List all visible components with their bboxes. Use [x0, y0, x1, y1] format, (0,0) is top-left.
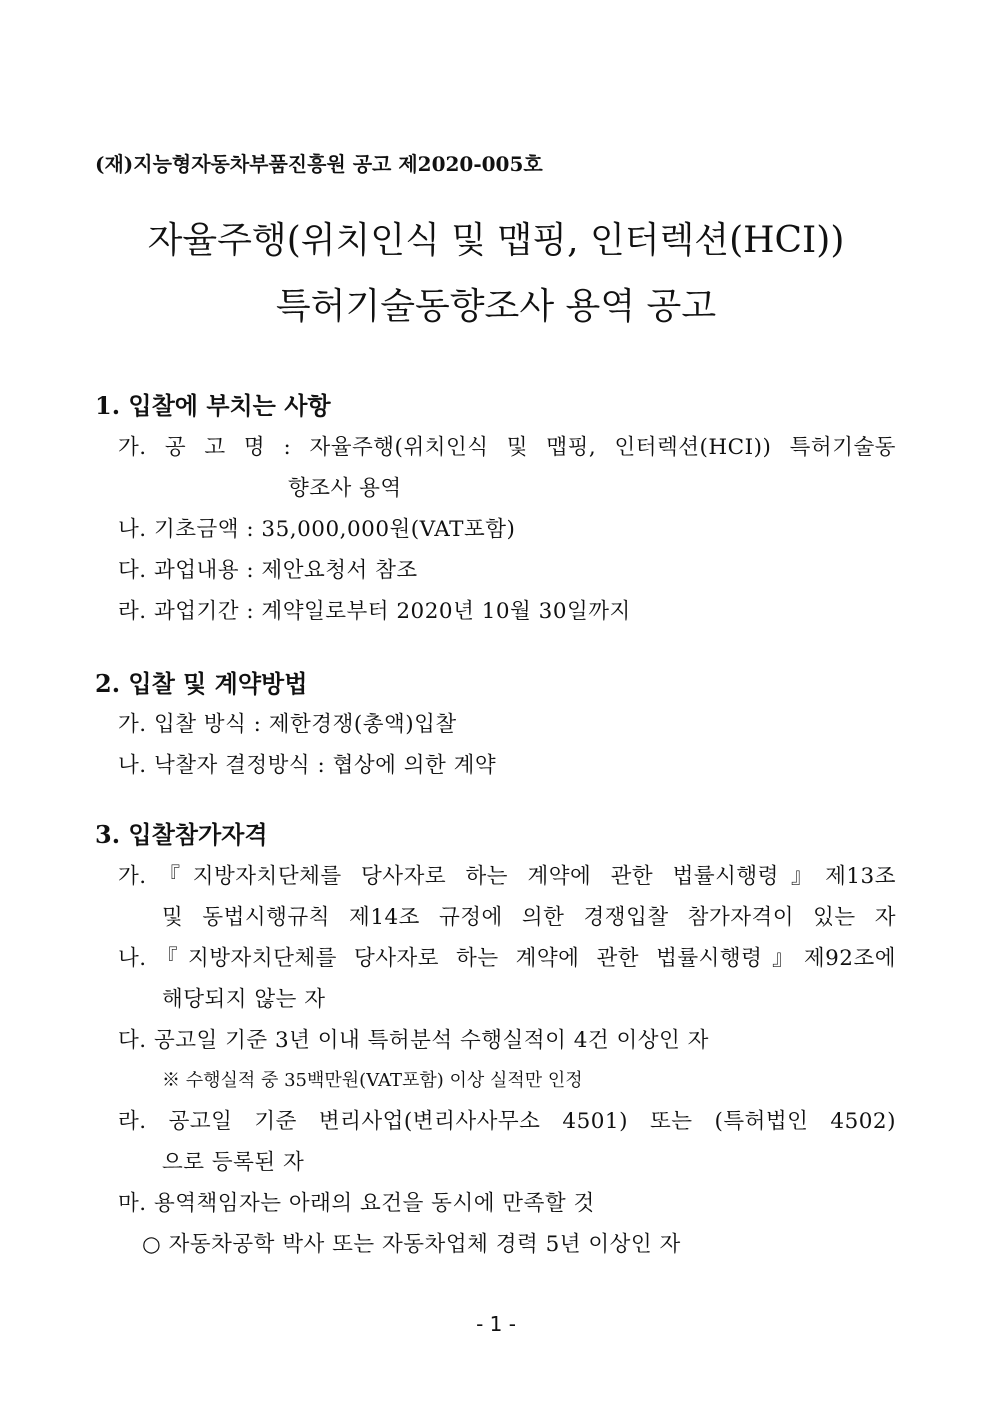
page-title-line2: 특허기술동향조사 용역 공고: [275, 286, 717, 327]
section2-item-b: 나. 낙찰자 결정방식 : 협상에 의한 계약: [118, 753, 497, 778]
section1-item-a-line2: 향조사 용역: [288, 476, 402, 501]
section1-item-d: 라. 과업기간 : 계약일로부터 2020년 10월 30일까지: [118, 599, 631, 624]
section3-item-b-line2: 해당되지 않는 자: [162, 987, 326, 1012]
section3-item-a-line1: 가.『지방자치단체를 당사자로 하는 계약에 관한 법률시행령』제13조: [118, 864, 896, 889]
section1-item-c: 다. 과업내용 : 제안요청서 참조: [118, 558, 418, 583]
notice-number: (재)지능형자동차부품진흥원 공고 제2020-005호: [95, 152, 543, 176]
section2-heading: 2. 입찰 및 계약방법: [95, 669, 308, 698]
section3-item-d-line2: 으로 등록된 자: [162, 1150, 305, 1175]
page-title-line1: 자율주행(위치인식 및 맵핑, 인터렉션(HCI)): [147, 220, 845, 261]
section3-item-c: 다. 공고일 기준 3년 이내 특허분석 수행실적이 4건 이상인 자: [118, 1028, 709, 1053]
section1-heading: 1. 입찰에 부치는 사항: [95, 391, 331, 420]
section3-item-e: 마. 용역책임자는 아래의 요건을 동시에 만족할 것: [118, 1191, 595, 1216]
section3-item-c-note: ※ 수행실적 중 35백만원(VAT포함) 이상 실적만 인정: [162, 1070, 583, 1091]
section3-item-a-line2: 및 동법시행규칙 제14조 규정에 의한 경쟁입찰 참가자격이 있는 자: [162, 905, 896, 930]
section1-item-a-line1: 가. 공 고 명 : 자율주행(위치인식 및 맵핑, 인터렉션(HCI)) 특허기술동: [118, 435, 896, 460]
section3-item-d-line1: 라. 공고일 기준 변리사업(변리사사무소 4501) 또는 (특허법인 4502): [118, 1109, 896, 1134]
section3-heading: 3. 입찰참가자격: [95, 820, 268, 849]
page-number: - 1 -: [476, 1312, 516, 1336]
section1-item-b: 나. 기초금액 : 35,000,000원(VAT포함): [118, 517, 516, 542]
section3-item-e-sub: ○ 자동차공학 박사 또는 자동차업체 경력 5년 이상인 자: [142, 1232, 681, 1257]
section3-item-b-line1: 나.『지방자치단체를 당사자로 하는 계약에 관한 법률시행령』제92조에: [118, 946, 896, 971]
section2-item-a: 가. 입찰 방식 : 제한경쟁(총액)입찰: [118, 712, 457, 737]
